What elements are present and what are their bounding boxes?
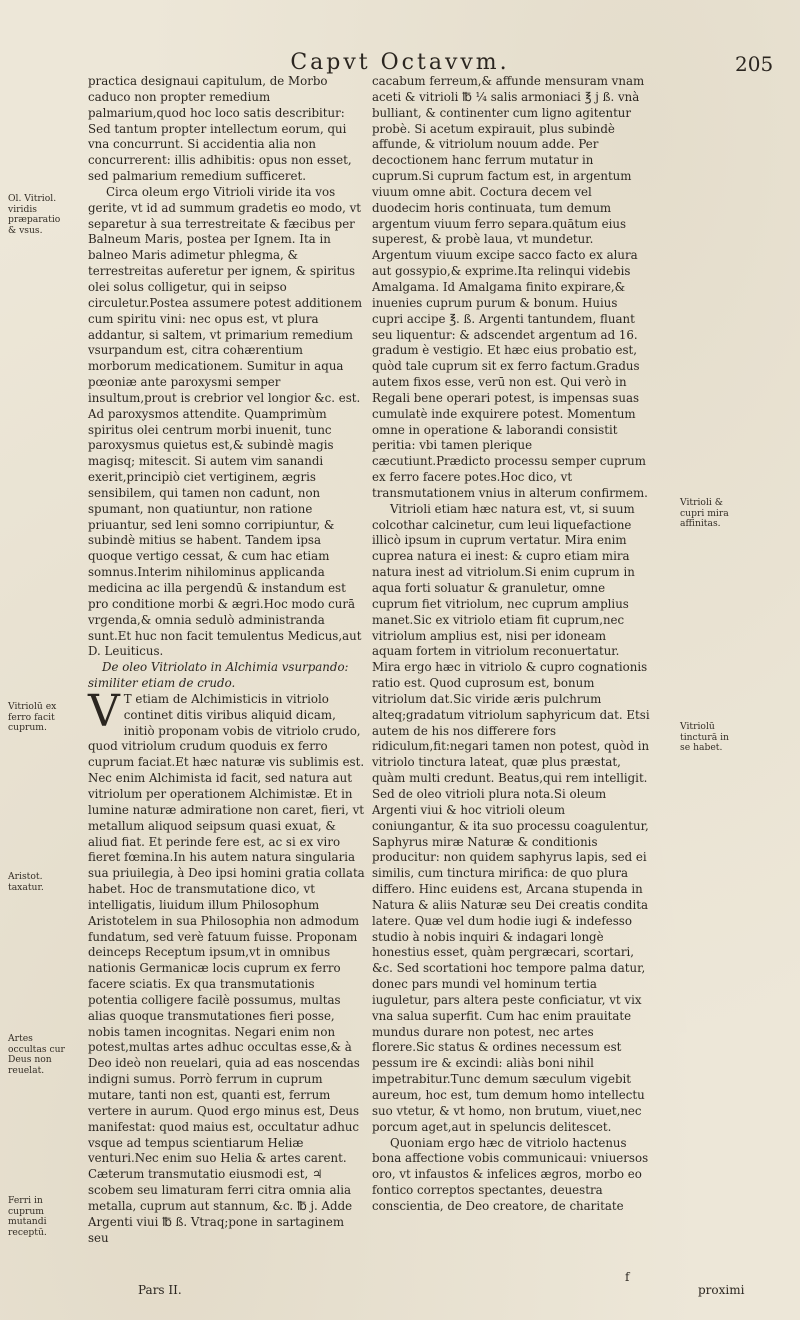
paragraph: practica designaui capitulum, de Morbo caduco non propter remedium palmarium,quod hoc loco satis describitur: Sed tantum propter intellectum eorum, qui vna concurrunt. Si accidentia alia non concurrerent: illis adhibitis: opus non esset, sed palmarium remedium sufficeret. [88,74,352,184]
section-heading: De oleo Vitriolato in Alchimia vsurpando: similiter etiam de crudo. [88,660,349,691]
page-number: 205 [735,52,774,76]
dropcap-letter: V [88,685,120,737]
paragraph: Circa oleum ergo Vitrioli viride ita vos gerite, vt id ad summum gradetis eo modo, vt separetur à sua terrestreitate & fæcibus per Balneum Maris, postea per Ignem. Ita in balneo Maris adimetur phlegma, & terrestreitas auferetur per ignem, & spiritus olei solus colligetur, qui in seipso circuletur.Postea assumere potest additionem cum spiritu vini: nec opus est, vt plura addantur, si saltem, vt primarium remedium vsurpandum est, citra cohærentium morborum medicationem. Sumitur in aqua pœoniæ ante paroxysmi semper insultum,prout is crebrior vel longior &c. est. Ad paroxysmos attendite. Quamprimùm spiritus olei centrum morbi inuenit, tunc paroxysmus quietus est,& subindè magis magisq; mitescit. Si autem vim sanandi exerit,principiò ciet vertiginem, ægris sensibilem, qui tamen non cadunt, non spumant, non quatiuntur, non ratione priuantur, sed leni somno corripiuntur, & subindè mitius se habent. Tandem ipsa quoque vertigo cessat, & cum hac etiam somnus.Interim nihilominus applicanda medicina ac illa pergendū & instandum est pro conditione morbi & ægri.Hoc modo curā vrgenda,& omnia sedulò administranda sunt.Et huc non facit temulentus Medicus,aut D. Leuiticus. [88,184,363,659]
catchword-part: Pars II. [138,1283,182,1297]
right-text-column [372,74,650,1215]
paragraph: cacabum ferreum,& affunde mensuram vnam aceti & vitrioli ℔ ¼ salis armoniaci ℥ j ß. vnà bulliant, & continenter cum ligno agitentur probè. Si acetum expirauit, plus subindè affunde, & vitriolum nouum adde. Per decoctionem hanc ferrum mutatur in cuprum.Si cuprum factum est, in argentum viuum omne abit. Coctura decem vel duodecim horis continuata, tum demum argentum viuum ferro separa.quātum eius superest, & probè laua, vt mundetur. Argentum viuum excipe sacco facto ex alura aut gossypio,& exprime.Ita relinqui videbis Amalgama. Id Amalgama finito expirare,& inuenies cuprum purum & bonum. Huius cupri accipe ℥. ß. Argenti tantundem, fluant seu liquentur: & adscendet argentum ad 16. gradum è vestigio. Et hæc eius probatio est, quòd tale cuprum sit ex ferro factum.Gradus autem fixos esse, verū non est. Qui verò in Regali bene operari potest, is impensas suas cumulatè inde exquirere potest. Momentum omne in operatione & laborandi consistit peritia: vbi tamen plerique cæcutiunt.Prædicto processu semper cuprum ex ferro facere potes.Hoc dico, vt transmutationem vnius in alterum confirmem. [372,74,648,500]
paragraph: Vitrioli etiam hæc natura est, vt, si suum colcothar calcinetur, cum leui liquefactione illicò ipsum in cuprum vertatur. Mira enim cuprea natura ei inest: & cupro etiam mira natura inest ad vitriolum.Si enim cuprum in aqua forti soluatur & granuletur, omne cuprum fiet vitriolum, nec cuprum amplius manet.Sic ex vitriolo etiam fit cuprum,nec vitriolum amplius est, nisi per idoneam aquam fortem in vitriolum reconuertatur. Mira ergo hæc in vitriolo & cupro cognationis ratio est. Quod cuprosum est, bonum vitriolum dat.Sic viride æris pulchrum alteq;gradatum vitriolum saphyricum dat. Etsi autem de his nos differere fors ridiculum,fit:negari tamen non potest, quòd in vitriolo tinctura lateat, quæ plus præstat, quàm multi credunt. Beatus,qui rem intelligit. Sed de oleo vitrioli plura nota.Si oleum Argenti viui & hoc vitrioli oleum coniungantur, & ita suo processu coagulentur, Saphyrus miræ Naturæ & conditionis producitur: non quidem saphyrus lapis, sed ei similis, cum tinctura mirifica: de quo plura differo. Hinc euidens est, Arcana stupenda in Natura & aliis Naturæ seu Dei creatis condita latere. Quæ vel dum hodie iugi & indefesso studio à nobis inquiri & indagari longè honestius esset, quàm pergræcari, scortari, &c. Sed scortationi hoc tempore palma datur, donec pars mundi vel hominum tertia iuguletur, pars altera peste conficiatur, vt vix vna salua superfit. Cum hac enim prauitate mundus durare non potest, nec artes florere.Sic status & ordines necessum est pessum ire & excindi: aliàs boni nihil impetrabitur.Tunc demum sæculum vigebit aureum, hoc est, tum demum homo intellectu suo vtetur, & vt homo, non brutum, viuet,nec porcum aget,aut in speluncis delitescet. [372,501,650,1134]
running-head: Capvt Octavvm. [290,50,510,75]
paragraph: T etiam de Alchimisticis in vitriolo continet ditis viribus aliquid dicam, initiò proponam vobis de vitriolo crudo, quod vitriolum crudum quoduis ex ferro cuprum faciat.Et hæc naturæ vis sublimis est. Nec enim Alchimista id facit, sed natura aut vitriolum per operationem Alchimistæ. Et in lumine naturæ admiratione non caret, fieri, vt metallum aliquod seipsum quasi exuat, & aliud fiat. Et perinde fere est, ac si ex viro fieret fœmina.In his autem natura singularia sua priuilegia, à Deo ipsi homini gratia collata habet. Hoc de transmutatione dico, vt intelligatis, liuidum illum Philosophum Aristotelem in sua Philosophia non admodum fundatum, sed verè fatuum fuisse. Proponam deinceps Receptum ipsum,vt in omnibus nationis Germanicæ locis cuprum ex ferro facere sciatis. Ex qua transmutationis potentia colligere facilè possumus, multas alias quoque transmutationes fieri posse, nobis tamen incognitas. Negari enim non potest,multas artes adhuc occultas esse,& à Deo ideò non reuelari, quia ad eas noscendas indigni sumus. Porrò ferrum in cuprum mutare, tanti non est, quanti est, ferrum vertere in aurum. Quod ergo minus est, Deus manifestat: quod maius est, occultatur adhuc vsque ad tempus scientiarum Heliæ venturi.Nec enim suo Helia & artes carent. Cæterum transmutatio eiusmodi est, ♃ scobem seu limaturam ferri citra omnia alia metalla, cuprum aut stannum, &c. ℔ j. Adde Argenti viui ℔ ß. Vtraq;pone in sartaginem seu [88,691,365,1245]
margin-note-vitriolum-cuprum: Vitriolū ex ferro facit cuprum. [8,701,57,733]
signature-mark: f [625,1270,630,1284]
catchword: proximi [698,1283,745,1297]
margin-note-aristoteles: Aristot. taxatur. [8,871,44,893]
margin-note-artes-occultas: Artes occultas cur Deus non reuelat. [8,1033,65,1076]
margin-note-affinitas: Vitrioli & cupri mira affinitas. [680,497,729,529]
dropcap-paragraph [88,685,366,1247]
left-text-column [88,74,366,1246]
margin-note-oleum-vitrioli: Ol. Vitriol. viridis præparatio & vsus. [8,193,61,236]
margin-note-tinctura: Vitriolū tincturā in se habet. [680,721,729,753]
margin-note-receptum: Ferri in cuprum mutandi receptū. [8,1195,47,1238]
paragraph: Quoniam ergo hæc de vitriolo hactenus bona affectione vobis communicaui: vniuersos oro, vt infaustos & infelices ægros, morbo eo fontico correptos spectantes, deuestra conscientia, de Deo creatore, de charitate [372,1135,649,1213]
